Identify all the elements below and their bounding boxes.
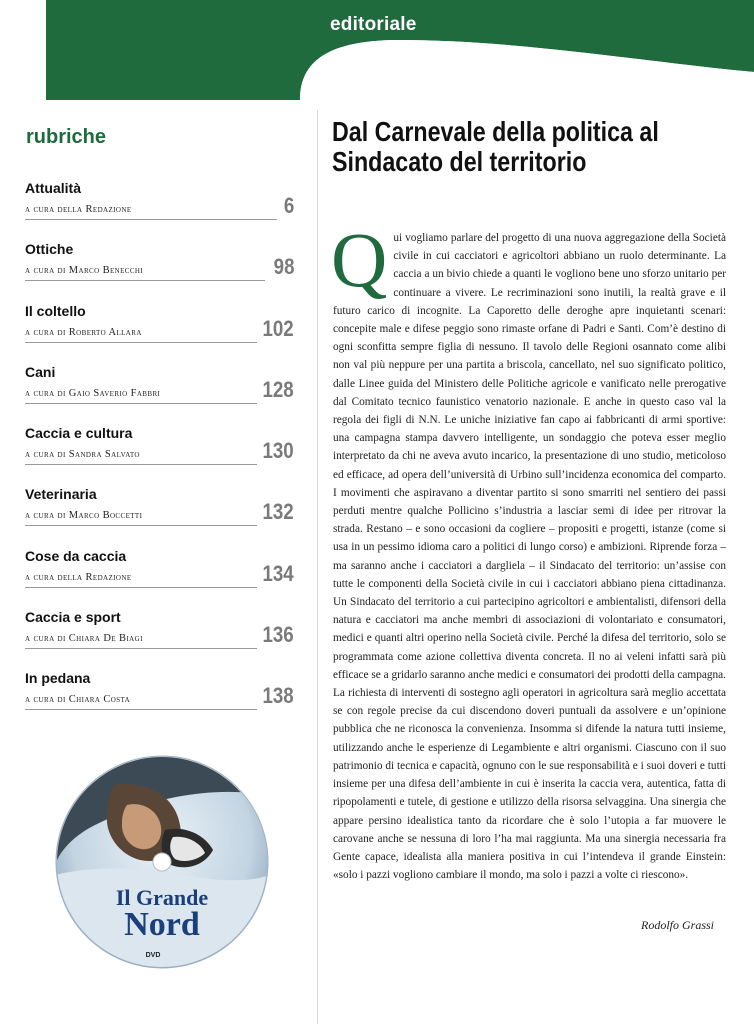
toc-item[interactable] (25, 180, 297, 241)
toc-item[interactable] (25, 609, 297, 670)
dvd-disc-image (55, 755, 269, 969)
toc-page-number: 134 (262, 560, 294, 586)
dvd-format-badge: DVD (145, 952, 161, 959)
toc-rule (25, 464, 257, 465)
toc-heading: Veterinaria (25, 486, 97, 503)
toc-credit: a cura di Chiara Costa (25, 694, 131, 706)
article-body (331, 216, 726, 884)
toc-page-number: 136 (262, 622, 294, 648)
toc-credit: a cura di Marco Benecchi (25, 265, 144, 277)
toc-heading: Il coltello (25, 302, 86, 319)
toc-list (25, 180, 297, 732)
toc-credit: a cura di Chiara De Biagi (25, 633, 143, 645)
toc-heading: Attualità (25, 180, 81, 196)
sidebar-divider (317, 110, 318, 1024)
toc-heading: Cose da caccia (25, 547, 127, 564)
toc-credit: a cura di Sandra Salvato (25, 449, 140, 461)
drop-cap: Q (331, 216, 388, 303)
toc-rule (25, 403, 257, 404)
toc-page-number: 138 (262, 683, 294, 709)
toc-heading: Caccia e sport (25, 609, 121, 626)
toc-rule (25, 280, 265, 281)
toc-heading: In pedana (25, 670, 91, 687)
dvd-title-line2: Nord (124, 906, 200, 943)
article-body-text: ui vogliamo parlare del progetto di una nuova aggregazione della Società civile in cui cacciatori e agricoltori abbiano un ruolo determinante. La caccia a un bivio chiede a quanti le vogliono bene uno sforzo unitario per continuare a vivere. Le recriminazioni sono inutili, la realtà grave e il futuro carico di incognite. La Caporetto delle deroghe apre inquietanti scenari: concepite male e difese peggio sono rimaste orfane di Padri e Santi. Com’è destino di ogni sconfitta sempre figlia di nessuno. Il tavolo delle Regioni osannato come alibi non val più neppure per una partita a briscola, cancellato, nel suo significato politico, dalle Linee guida del Ministero delle Politiche agricole e vanificato nelle prerogative dal Comitato tecnico faunistico venatorio nazionale. E anche in questo caso val la regola dei figli di N.N. Le uniche iniziative fan capo ai fabbricanti di armi sportive: una campagna stampa davvero intelligente, un sondaggio che poteva esser meglio interpretato da chi ne aveva avuto incarico, la presentazione di uno studio, meticoloso ed efficace, ad opera dell’università di Urbino sull’incidenza economica del comparto. I movimenti che aspiravano a diventar partito si sono smarriti nel sentiero dei passi perduti mentre qualche Pollicino s’industria a lasciar semi di idee per ritrovar la strada. Restano – e sono occasioni da cogliere – propositi e progetti, istanze (come si usa in un pessimo idioma caro a politici di lungo corso) e ambizioni. Riprende forza – ma saranno anche i cacciatori a dargliela – il Sindacato del territorio: un’assise con tutte le componenti della Società civile in cui i cacciatori abbiano piena cittadinanza. Un Sindacato del territorio a cui partecipino agricoltori e ambientalisti, difensori della natura e cacciatori ma anche membri di associazioni di volontariato e consumatori, medici e quanti altri operino nella Società civile. Perché la difesa del territorio, solo se programmata come azione collettiva diventa concreta. Il no ai veleni infatti sarà più efficace se a gridarlo saranno anche medici e consumatori dei prodotti della campagna. La richiesta di interventi di sostegno agli operatori in agricoltura sarà meglio accettata se con regole precise da cui discendono doveri puntuali da assolvere e un’opinione pubblica che ne riconosca la convenienza. Insomma si difende la natura tutti insieme, utilizzando anche le esperienze di Legambiente e altri organismi. Ciascuno con il suo patrimonio di tecnica e capacità, ognuno con le sue responsabilità e i suoi doveri e tutti insieme per una difesa dell’ambiente in cui è inserita la caccia vera, autentica, fatta di ripopolamenti e tutele, di gestione e utilizzo della risorsa selvaggina. Una sinergia che appare persino idealistica tanto da ricordare che è solo l’utopia a far muovere le carovane anche se nessuna di loro l’ha mai raggiunta. Ma una sinergia necessaria fra Gente capace, idealista alla maniera positiva in cui l’intendeva il grande Einstein: «solo i pazzi vogliono cambiare il mondo, ma solo i pazzi a volte ci riescono». (333, 232, 726, 882)
toc-item[interactable] (25, 241, 297, 302)
toc-heading: Caccia e cultura (25, 425, 133, 442)
toc-credit: a cura di Gaio Saverio Fabbri (25, 387, 161, 399)
sidebar-title: rubriche (26, 126, 107, 148)
toc-credit: a cura della Redazione (25, 204, 132, 215)
toc-page-number: 128 (262, 376, 294, 402)
toc-page-number: 98 (273, 254, 294, 280)
toc-item[interactable] (25, 486, 297, 547)
toc-heading: Cani (25, 363, 56, 380)
section-label: editoriale (330, 14, 417, 35)
toc-item[interactable] (25, 364, 297, 425)
toc-rule (25, 219, 277, 220)
toc-item[interactable] (25, 670, 297, 731)
toc-page-number: 132 (262, 499, 294, 525)
toc-rule (25, 342, 257, 343)
toc-credit: a cura di Roberto Allara (25, 326, 142, 338)
toc-rule (25, 648, 257, 649)
toc-rule (25, 525, 257, 526)
toc-rule (25, 587, 257, 588)
toc-heading: Ottiche (25, 241, 74, 258)
article-headline: Dal Carnevale della politica al Sindacato del territorio (332, 116, 659, 177)
toc-item[interactable] (25, 425, 297, 486)
dvd-title-line1: Il Grande (115, 885, 209, 910)
article-signature: Rodolfo Grassi (640, 918, 714, 932)
toc-item[interactable] (25, 303, 297, 364)
toc-rule (25, 709, 257, 710)
toc-credit: a cura di Marco Boccetti (25, 510, 143, 522)
toc-page-number: 6 (283, 193, 294, 218)
toc-page-number: 102 (262, 315, 294, 341)
toc-credit: a cura della Redazione (25, 571, 132, 583)
toc-item[interactable] (25, 548, 297, 609)
toc-page-number: 130 (262, 438, 294, 464)
